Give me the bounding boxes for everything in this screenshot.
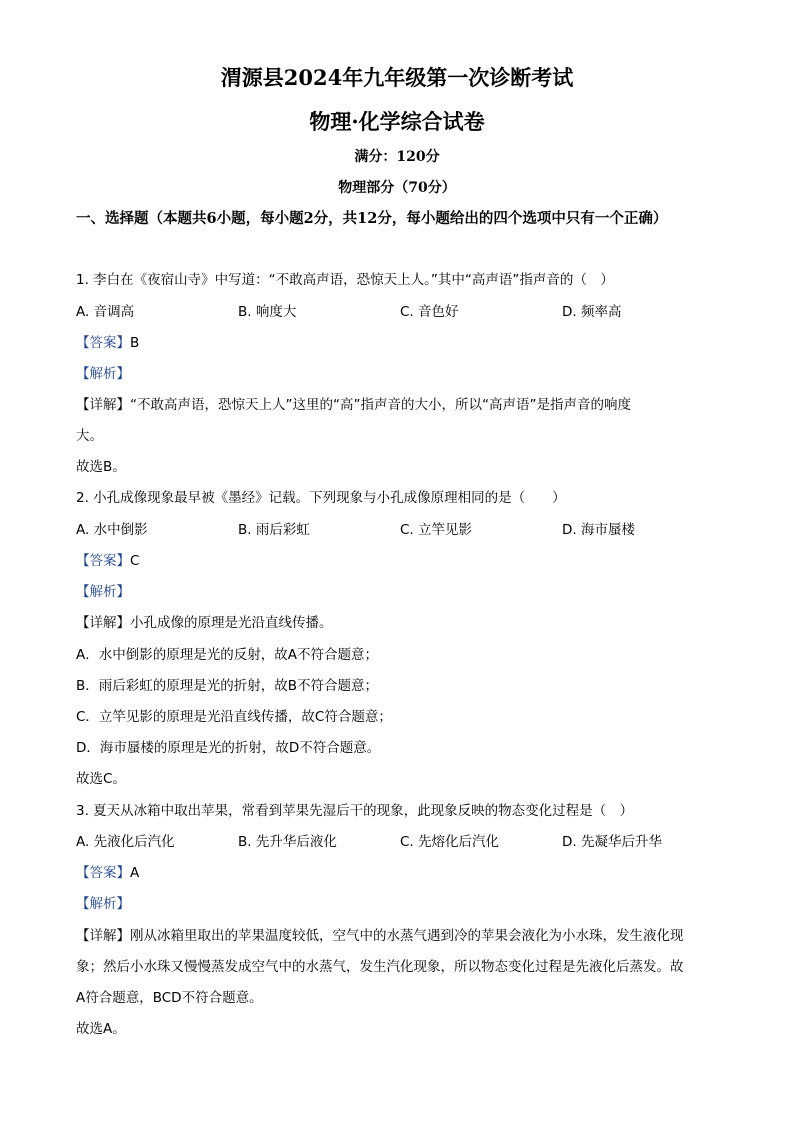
q3-detail-line-1	[76, 926, 684, 946]
q2-option-explanation-d: D．海市蜃楼的原理是光的折射，故D不符合题意。	[76, 740, 381, 756]
q2-option-explanation-a: A．水中倒影的原理是光的反射，故A不符合题意；	[76, 647, 378, 663]
q2-option-a: A. 水中倒影	[76, 522, 148, 538]
total-score: 满分：120分	[354, 149, 440, 165]
q2-analysis-tag: 【解析】	[76, 584, 130, 600]
q3-option-a: A. 先液化后汽化	[76, 834, 175, 850]
q3-detail-text-1: 刚从冰箱里取出的苹果温度较低，空气中的水蒸气遇到冷的苹果会液化为小水珠，发生液化现	[130, 928, 684, 944]
q2-answer	[76, 551, 139, 571]
q2-detail-line-1	[76, 613, 333, 633]
q2-stem: 2. 小孔成像现象最早被《墨经》记载。下列现象与小孔成像原理相同的是（ ）	[76, 490, 566, 506]
q3-conclusion: 故选A。	[76, 1021, 126, 1037]
q3-answer	[76, 863, 139, 883]
q3-answer-value: A	[130, 865, 140, 881]
section-heading: 一、选择题（本题共6小题，每小题2分，共12分，每小题给出的四个选项中只有一个正确）	[76, 210, 668, 227]
q1-option-a: A. 音调高	[76, 304, 135, 320]
q1-option-c: C. 音色好	[400, 304, 459, 320]
q2-option-c: C. 立竿见影	[400, 522, 473, 538]
q1-detail-line-2: 大。	[76, 428, 103, 444]
detail-tag: 【详解】	[76, 928, 130, 944]
answer-tag: 【答案】	[76, 553, 130, 569]
q2-option-explanation-b: B．雨后彩虹的原理是光的折射，故B不符合题意；	[76, 678, 379, 694]
q3-option-c: C. 先熔化后汽化	[400, 834, 500, 850]
answer-tag: 【答案】	[76, 335, 130, 351]
exam-subtitle: 物理·化学综合试卷	[309, 109, 485, 134]
q3-option-d: D. 先凝华后升华	[562, 834, 662, 850]
q3-analysis-tag: 【解析】	[76, 896, 130, 912]
answer-tag: 【答案】	[76, 865, 130, 881]
q3-option-b: B. 先升华后液化	[238, 834, 337, 850]
q1-option-b: B. 响度大	[238, 304, 297, 320]
q2-option-b: B. 雨后彩虹	[238, 522, 310, 538]
q1-analysis-tag: 【解析】	[76, 366, 130, 382]
q1-detail-line-1	[76, 395, 631, 415]
q3-detail-line-3: A符合题意，BCD不符合题意。	[76, 990, 263, 1006]
q1-answer-value: B	[130, 335, 140, 351]
q1-detail-text-1: “不敢高声语，恐惊天上人”这里的“高”指声音的大小，所以“高声语”是指声音的响度	[130, 397, 631, 413]
detail-tag: 【详解】	[76, 397, 130, 413]
detail-tag: 【详解】	[76, 615, 130, 631]
q2-answer-value: C	[130, 553, 140, 569]
q1-conclusion: 故选B。	[76, 459, 126, 475]
q3-stem: 3. 夏天从冰箱中取出苹果，常看到苹果先湿后干的现象，此现象反映的物态变化过程是（ ）	[76, 803, 634, 819]
exam-title: 渭源县2024年九年级第一次诊断考试	[220, 65, 574, 90]
q1-option-d: D. 频率高	[562, 304, 622, 320]
q2-option-d: D. 海市蜃楼	[562, 522, 635, 538]
q1-stem: 1. 李白在《夜宿山寺》中写道：“不敢高声语，恐惊天上人。”其中“高声语”指声音的（ ）	[76, 272, 614, 288]
q3-detail-line-2: 象；然后小水珠又慢慢蒸发成空气中的水蒸气，发生汽化现象，所以物态变化过程是先液化后蒸发。故	[76, 959, 684, 975]
q2-option-explanation-c: C．立竿见影的原理是光沿直线传播，故C符合题意；	[76, 709, 392, 725]
q2-detail-text-1: 小孔成像的原理是光沿直线传播。	[130, 615, 333, 631]
part-heading: 物理部分（70分）	[338, 180, 456, 196]
q1-answer	[76, 333, 139, 353]
q2-conclusion: 故选C。	[76, 771, 126, 787]
